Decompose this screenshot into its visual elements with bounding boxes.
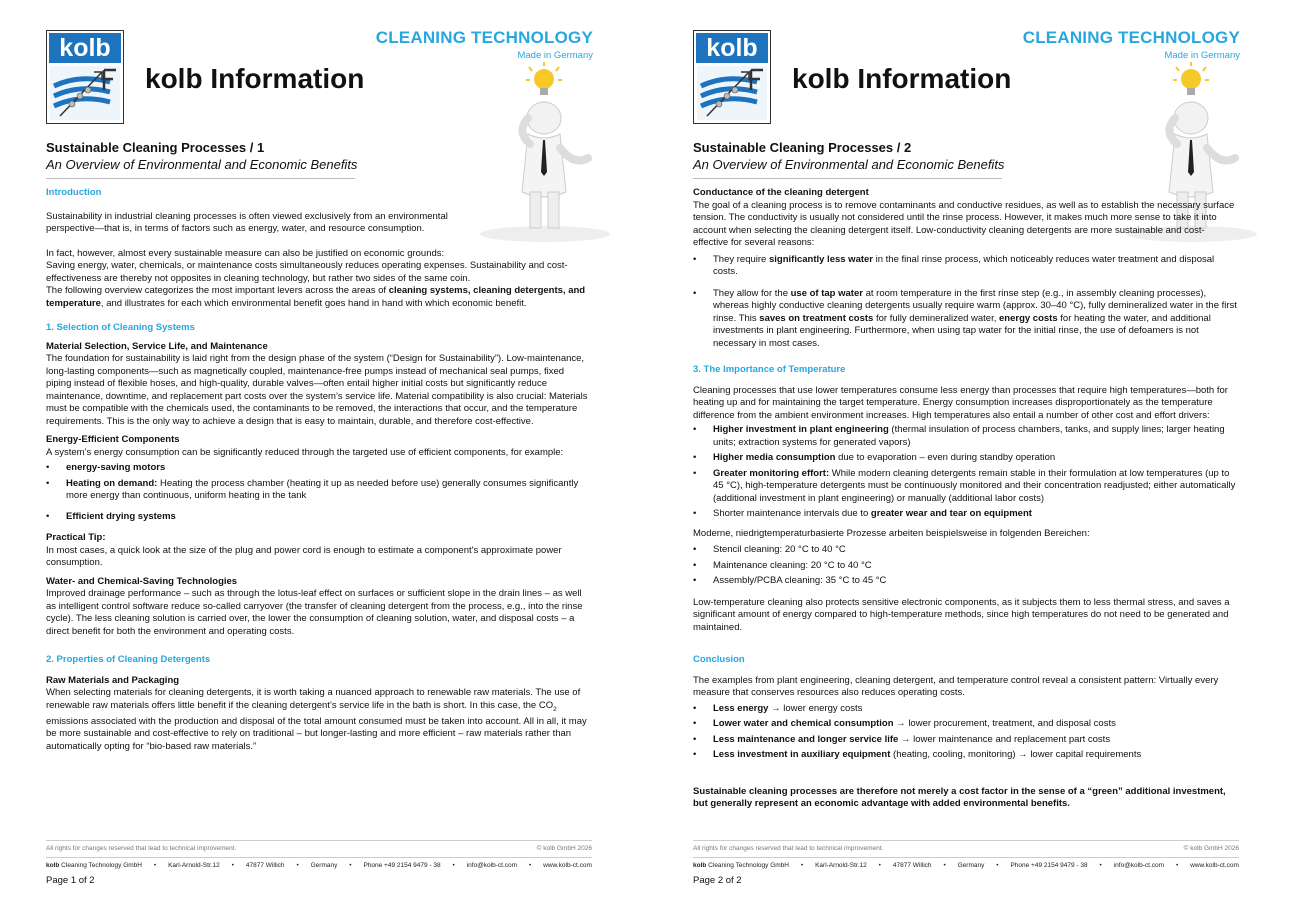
bullet-list [693, 703, 1239, 762]
footer-notice [693, 845, 1239, 852]
paragraph: A system’s energy consumption can be significantly reduced through the targeted use of efficient components, for example: [46, 446, 564, 458]
separator: • [1175, 862, 1179, 869]
brand-title: CLEANING TECHNOLOGY [1022, 28, 1240, 47]
paragraph: In most cases, a quick look at the size of the plug and power cord is enough to estimate a component's approximate power consumption. [46, 544, 562, 568]
list-item: • They allow for the use of tap water at room temperature in the first rinse step (e.g., in assembly cleaning processes), whereas highly conductive cleaning detergents usually require warm (approx. 30–40 °C), fully demineralized water in the first rinse. This saves on treatment costs for fully demineralized water, energy costs for heating the water, and additional investments in plant engineering. Furthermore, when using tap water for the initial rinse, the use of defoamers is not necessary in most cases. [693, 287, 1237, 349]
brand-title: CLEANING TECHNOLOGY [375, 28, 593, 47]
footer-divider [693, 840, 1239, 841]
section-heading: Introduction [46, 187, 102, 198]
list-item: • Less energy → lower energy costs [693, 702, 863, 714]
kolb-logo [693, 30, 771, 124]
list-item: • Efficient drying systems [46, 510, 176, 522]
text-span: (thermal insulation of process chambers, tanks, and supply lines; larger heating units; extraction systems for generated vapors) [713, 424, 1225, 448]
list-item: • Shorter maintenance intervals due to greater wear and tear on equipment [693, 508, 1032, 519]
brand-subtitle: Made in Germany [1164, 50, 1240, 61]
document-page-1 [0, 0, 600, 915]
subsection-heading: Energy-Efficient Components [46, 434, 180, 445]
text-span: Assembly/PCBA cleaning: 35 °C to 45 °C [713, 575, 887, 586]
separator: • [878, 862, 881, 869]
logo-text: kolb [696, 33, 768, 63]
info-title: kolb Information [792, 63, 1012, 94]
separator: • [296, 862, 299, 869]
text-span: While modern cleaning detergents remain stable in their formulation at low temperatures (up to 45 °C), high-temperature detergents must be continuously monitored and their concentration readjusted; either automatically (additional investment in plant engineering) or manually (additional labor costs) [713, 467, 1236, 504]
country: Germany [957, 862, 985, 869]
kolb-logo [46, 30, 124, 124]
text-span: for fully demineralized water, [873, 312, 1000, 324]
separator: • [996, 862, 999, 869]
text-span: Maintenance cleaning: 20 °C to 40 °C [713, 559, 872, 571]
text-span: Shorter maintenance intervals due to [713, 508, 871, 519]
page-1-content [46, 187, 592, 753]
bold-span: greater wear and tear on equipment [870, 508, 1032, 519]
email-link[interactable]: info@kolb-ct.com [1113, 862, 1165, 869]
logo-graphic-icon [697, 66, 767, 120]
phone: Phone +49 2154 9479 - 38 [1010, 862, 1088, 869]
street-address: Karl-Arnold-Str.12 [815, 862, 867, 869]
bold-span: Heating on demand: [66, 477, 158, 489]
bold-span: significantly less water [768, 253, 873, 265]
email-link[interactable]: info@kolb-ct.com [466, 862, 518, 869]
bold-span: saves on treatment costs [759, 312, 874, 324]
brand-subtitle: Made in Germany [517, 50, 593, 61]
bold-span: Less investment in auxiliary equipment [713, 749, 891, 760]
subsection-heading: Material Selection, Service Life, and Maintenance [46, 340, 268, 352]
document-title: Sustainable Cleaning Processes / 2 [693, 140, 912, 155]
website-link[interactable]: www.kolb-ct.com [1190, 862, 1239, 869]
separator: • [943, 862, 946, 869]
document-title: Sustainable Cleaning Processes / 1 [46, 140, 265, 155]
paragraph: In fact, however, almost every sustainable measure can also be justified on economic grounds: [46, 247, 445, 259]
footer-divider [46, 857, 592, 858]
paragraph: The foundation for sustainability is laid right from the design phase of the system (“Design for Sustainability”). Low-maintenance, long-lasting components—such as magnetically coupled, maintenance-free pumps instead of mechanical seal pumps, fixed piping instead of flexible hoses, and high-quality, durable valves—often entail higher initial costs but significantly reduce maintenance, downtime, and replacement part costs over the system’s service life. Material compatibility is also crucial: Materials must be compatible with the chemicals used, the contaminants to be removed, the interactions that occur, and the temperature requirements. This is the only way to achieve a design that is easy to maintain, durable, and therefore cost-effective. [46, 353, 588, 427]
bold-span: Higher media consumption [713, 452, 836, 463]
company-name: kolb Cleaning Technology GmbH [46, 862, 142, 869]
paragraph: Improved drainage performance – such as through the lotus-leaf effect on surfaces or sufficient slope in the drain lines – as well as intelligent control software reduce so-called carryover (the transfer of cleaning detergent from the process, e.g., into the rinse cycle). The less cleaning solution is carried over, the lower the consumption of cleaning solution, water, and disposal costs – a direct benefit for both the environment and operating costs. [46, 588, 583, 637]
list-item: • Maintenance cleaning: 20 °C to 40 °C [693, 559, 872, 571]
bold-span: Greater monitoring effort: [713, 467, 830, 479]
rights-notice: All rights for changes reserved that lead to technical improvement. [693, 845, 884, 852]
bold-span: Less energy [713, 702, 769, 714]
paragraph: Low-temperature cleaning also protects sensitive electronic components, as it subjects them to less thermal stress, and saves a significant amount of energy compared to high-temperature methods, since high temperatures do not need to be generated and maintained. [693, 596, 1230, 633]
separator: • [231, 862, 234, 869]
footer-divider [46, 840, 592, 841]
text-span: , and illustrates for each which environmental benefit goes hand in hand with which economic benefit. [100, 297, 527, 309]
city: 47877 Willich [245, 862, 285, 869]
info-title: kolb Information [145, 63, 365, 94]
page-number: Page 2 of 2 [693, 875, 742, 886]
website-link[interactable]: www.kolb-ct.com [543, 862, 592, 869]
footer-contact [46, 862, 592, 869]
brand-block [376, 28, 593, 61]
title-divider [46, 178, 355, 179]
footer-divider [693, 857, 1239, 858]
separator: • [153, 862, 157, 869]
bold-span: energy costs [999, 312, 1058, 324]
text-span: → lower procurement, treatment, and disposal costs [893, 718, 1116, 729]
list-item: • Greater monitoring effort: While modern cleaning detergents remain stable in their formulation at low temperatures (up to 45 °C), high-temperature detergents must be continuously monitored and their concentration readjusted; either automatically (additional investment in plant engineering) or manually (additional labor costs) [693, 467, 1236, 504]
street-address: Karl-Arnold-Str.12 [168, 862, 220, 869]
subsection-heading: Raw Materials and Packaging [46, 674, 180, 686]
logo-text: kolb [49, 33, 121, 63]
list-item: • They require significantly less water in the final rinse process, which noticeably reduces water treatment and disposal costs. [693, 253, 1215, 277]
subscript: 2 [553, 705, 557, 713]
text-span: at room temperature in the first rinse step (e.g., in assembly cleaning processes), whereas highly conductive cleaning detergents usually require warm (approx. 30–40 °C), fully demineralized water in the first rinse. This [713, 287, 1237, 324]
paragraph: Cleaning processes that use lower temperatures consume less energy than processes that require high temperatures—both for heating up and for maintaining the target temperature. Energy consumption increases disproportionately as the temperature difference from the ambient environment increases. High temperatures also entail a number of other cost and effort drivers: [693, 384, 1228, 421]
list-item: • Stencil cleaning: 20 °C to 40 °C [693, 544, 846, 555]
bold-span: Lower water and chemical consumption [713, 718, 894, 729]
bold-span: energy-saving motors [66, 462, 166, 473]
paragraph: The examples from plant engineering, cleaning detergent, and temperature control reveal a consistent pattern: Virtually every measure that conserves resources also reduces operating costs. [693, 674, 1219, 698]
title-divider [693, 178, 1002, 179]
text-span: Stencil cleaning: 20 °C to 40 °C [713, 544, 846, 555]
brand-block [1023, 28, 1240, 61]
text-span: (heating, cooling, monitoring) → lower capital requirements [890, 749, 1142, 760]
subsection-heading: Conductance of the cleaning detergent [693, 187, 869, 198]
text-span: for heating the water, and additional investments in plant engineering. Furthermore, when using tap water for the initial rinse, the use of defoamers is not necessary in most cases. [713, 312, 1211, 349]
subsection-heading: Water- and Chemical-Saving Technologies [46, 575, 238, 587]
text-span: The following overview categorizes the most important levers across the areas of [46, 285, 389, 296]
section-heading: Conclusion [693, 654, 745, 665]
conclusion-statement: Sustainable cleaning processes are therefore not merely a cost factor in the sense of a “green” additional investment, but generally represent an economic advantage with added environmental benefits. [693, 785, 1226, 809]
paragraph: Sustainability in industrial cleaning processes is often viewed exclusively from an environmental perspective—that is, in terms of factors such as energy, water, and resource consumption. [46, 210, 448, 234]
phone: Phone +49 2154 9479 - 38 [363, 862, 441, 869]
page-2-content [693, 187, 1239, 811]
list-item: • Less investment in auxiliary equipment (heating, cooling, monitoring) → lower capital requirements [693, 749, 1142, 760]
separator: • [452, 862, 455, 869]
paragraph [46, 285, 592, 310]
logo-graphic-icon [50, 66, 120, 120]
section-heading: 1. Selection of Cleaning Systems [46, 322, 195, 333]
document-page-2 [647, 0, 1247, 915]
text-span: emissions associated with the production and disposal of the total amount consumed must be taken into account. All in all, it may be more sustainable and cost-effective to rely on traditional – but longer-lasting and more efficient – raw materials rather than automatically opting for “bio-based raw materials.” [46, 715, 587, 752]
copyright: © kolb GmbH 2026 [1183, 845, 1239, 852]
separator: • [349, 862, 352, 869]
text-span: in the final rinse process, which noticeably reduces water treatment and disposal costs. [713, 253, 1215, 277]
text-span: When selecting materials for cleaning detergents, it is worth taking a nuanced approach to renewable raw materials. The use of renewable raw materials offers little benefit if the cleaning detergent’s service life in the bath is short. In this case, the CO [46, 687, 581, 711]
footer-notice [46, 845, 592, 852]
company-name: kolb Cleaning Technology GmbH [693, 862, 789, 869]
bold-span: Higher investment in plant engineering [713, 424, 889, 435]
section-heading: 2. Properties of Cleaning Detergents [46, 654, 211, 665]
bullet-list [693, 254, 1239, 351]
text-span: Heating the process chamber (heating it up as needed before use) generally consumes significantly more energy than continuous, uniform heating in the tank [66, 477, 579, 501]
bold-span: use of tap water [790, 287, 863, 299]
list-item: • Assembly/PCBA cleaning: 35 °C to 45 °C [693, 575, 887, 586]
document-subtitle: An Overview of Environmental and Economic Benefits [693, 157, 1005, 172]
city: 47877 Willich [892, 862, 932, 869]
paragraph: Moderne, niedrigtemperaturbasierte Prozesse arbeiten beispielsweise in folgenden Bereichen: [693, 527, 1090, 539]
text-span: → lower energy costs [768, 702, 863, 714]
subsection-heading: Practical Tip: [46, 532, 106, 543]
paragraph: Saving energy, water, chemicals, or maintenance costs simultaneously reduces operating expenses. Sustainability and cost-effectiveness are thereby not opposites in cleaning technology, but rather two sides of the same coin. [46, 260, 568, 284]
separator: • [528, 862, 532, 869]
country: Germany [310, 862, 338, 869]
bold-span: cleaning systems, cleaning detergents, and temperature [46, 285, 586, 309]
bold-span: Less maintenance and longer service life [713, 733, 899, 745]
list-item: • Higher investment in plant engineering (thermal insulation of process chambers, tanks, and supply lines; larger heating units; extraction systems for generated vapors) [693, 424, 1225, 448]
list-item: • Lower water and chemical consumption → lower procurement, treatment, and disposal costs [693, 718, 1116, 729]
text-span: due to evaporation – even during standby operation [835, 452, 1056, 463]
copyright: © kolb GmbH 2026 [536, 845, 592, 852]
text-span: They allow for the [713, 287, 791, 299]
list-item: • Heating on demand: Heating the process chamber (heating it up as needed before use) generally consumes significantly more energy than continuous, uniform heating in the tank [46, 477, 579, 501]
text-span: They require [713, 253, 769, 265]
temperature-list [693, 544, 1239, 588]
separator: • [800, 862, 804, 869]
list-item: • Higher media consumption due to evaporation – even during standby operation [693, 452, 1056, 463]
text-span: → lower maintenance and replacement part costs [898, 733, 1111, 745]
list-item: • energy-saving motors [46, 462, 166, 473]
paragraph: The goal of a cleaning process is to remove contaminants and conductive residues, as well as to establish the necessary surface tension. The conductivity is usually not considered until the rinse process. However, it makes much more sense to take it into account when selecting the cleaning detergent itself. Low-conductivity cleaning detergents are more sustainable and cost-effective for several reasons: [693, 199, 1235, 248]
bullet-list [693, 424, 1239, 521]
paragraph [46, 687, 592, 753]
bold-span: Efficient drying systems [66, 510, 176, 522]
section-heading: 3. The Importance of Temperature [693, 364, 846, 375]
list-item: • Less maintenance and longer service life → lower maintenance and replacement part costs [693, 733, 1111, 745]
page-number: Page 1 of 2 [46, 875, 95, 886]
bullet-list [46, 462, 592, 523]
separator: • [1099, 862, 1102, 869]
rights-notice: All rights for changes reserved that lead to technical improvement. [46, 845, 237, 852]
footer-contact [693, 862, 1239, 869]
document-subtitle: An Overview of Environmental and Economic Benefits [46, 157, 358, 172]
